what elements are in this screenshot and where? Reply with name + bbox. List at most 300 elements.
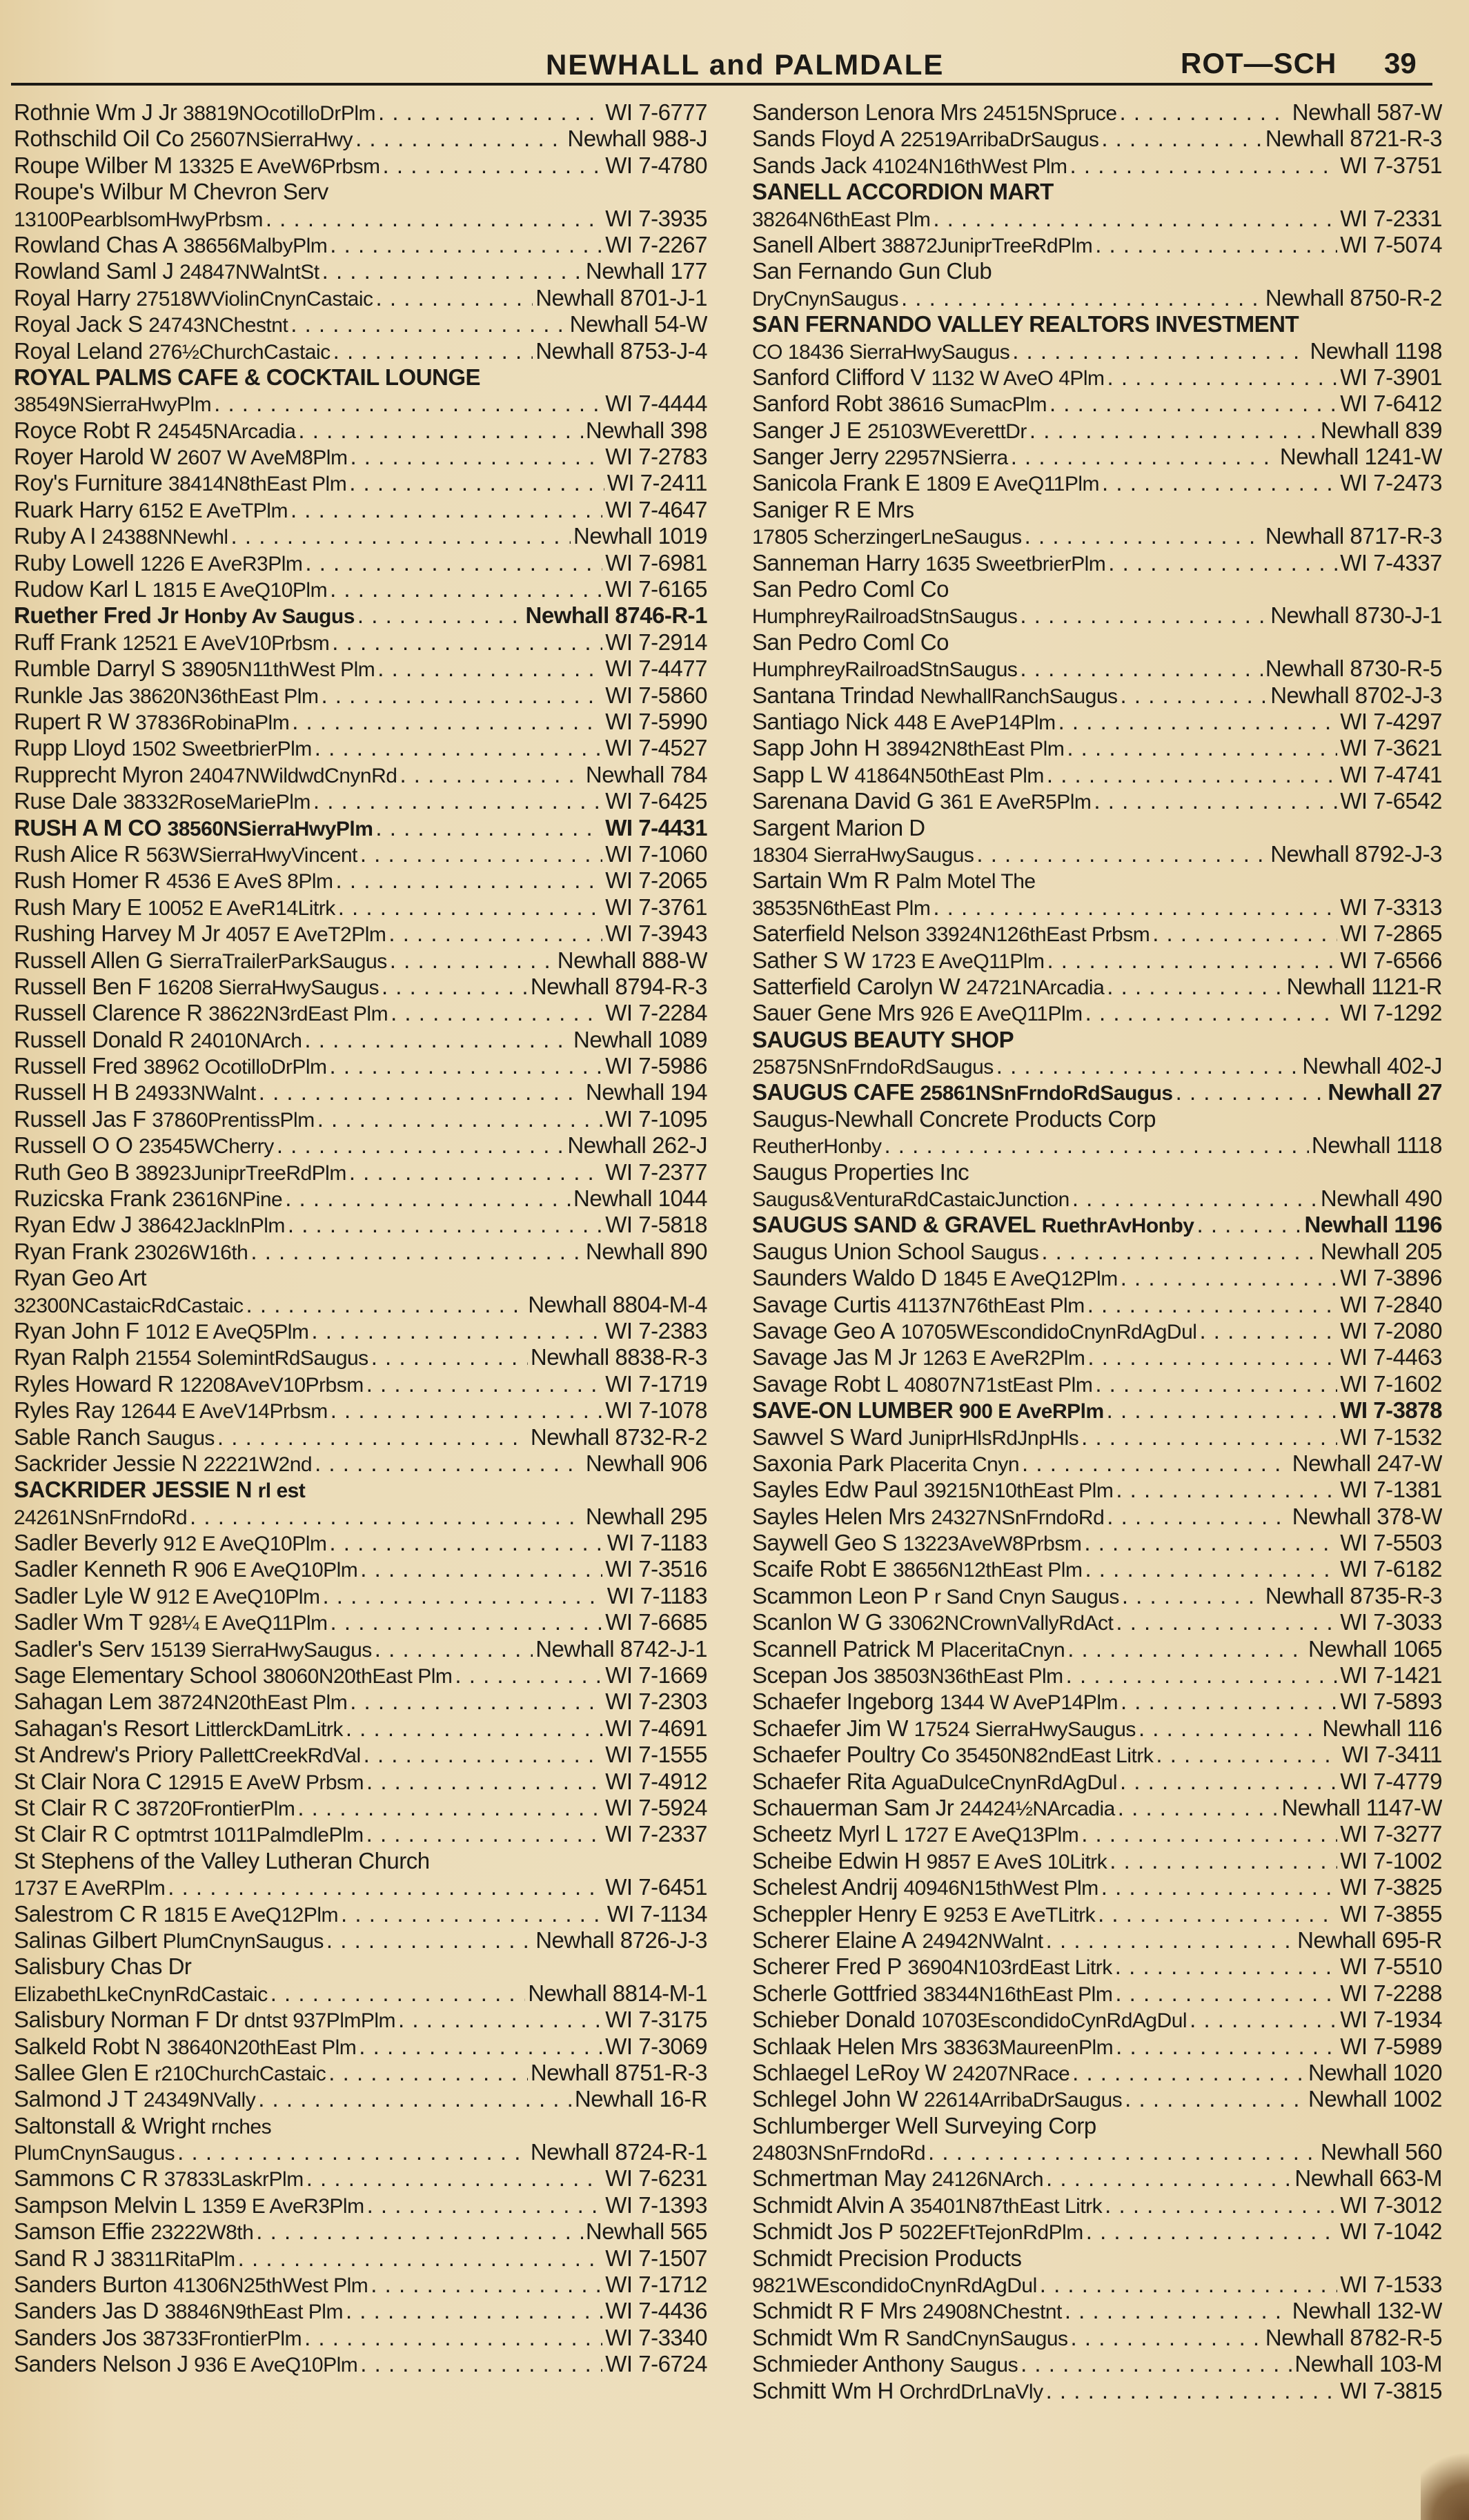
listing-entry [14,1000,707,1026]
listing-name: Sallee Glen E [14,2059,149,2085]
listing-phone: Newhall 988-J [567,126,707,152]
leader-dots [1081,1821,1337,1847]
leader-dots [338,894,603,921]
listing-name: Rupert R W [14,708,130,734]
listing-name: Saunders Waldo D [752,1265,937,1291]
listing-address: ElizabethLkeCnynRdCastaic [14,1982,268,2006]
leader-dots [346,1715,602,1742]
listing-entry [752,417,1442,444]
listing-phone: Newhall 27 [1328,1079,1442,1105]
listing-phone: WI 7-6451 [605,1874,707,1900]
listing-name: Ryles Howard R [14,1370,174,1397]
listing-address: 1815 E AveQ12Plm [163,1903,339,1927]
listing-entry [752,258,1442,284]
listing-phone: Newhall 1065 [1308,1635,1442,1662]
leader-dots [214,391,602,417]
leader-dots [1011,444,1277,470]
leader-dots [1067,735,1337,761]
listing-phone: WI 7-6981 [605,549,707,575]
listing-entry [752,470,1442,496]
listing-entry [14,1053,707,1079]
listing-name: Scepan Jos [752,1662,868,1689]
listing-address: PlaceritaCnyn [940,1638,1065,1662]
listing-address: r Sand Cnyn Saugus [934,1585,1119,1608]
listing-name: Rupprecht Myron [14,761,184,787]
listing-continuation-line [752,656,1442,682]
listing-phone: WI 7-3516 [605,1556,707,1582]
leader-dots [330,1053,603,1079]
listing-name: Schmidt Jos P [752,2218,894,2245]
leader-dots [1095,1371,1337,1397]
listing-name: San Pedro Coml Co [752,629,949,655]
leader-dots [256,2218,583,2245]
listing-phone: Newhall 1020 [1308,2059,1442,2085]
listing-phone: WI 7-5893 [1340,1689,1442,1715]
listing-phone: WI 7-3175 [605,2007,707,2033]
listing-entry [14,709,707,735]
leader-dots [1086,2218,1338,2245]
leader-dots [290,311,566,337]
listing-address: AguaDulceCnynRdAgDul [891,1771,1117,1794]
listing-name: Russell O O [14,1132,133,1159]
leader-dots [976,841,1268,867]
leader-dots [1107,974,1283,1000]
listing-name: Sanicola Frank E [752,470,920,496]
listing-address: 1359 E AveR3Plm [201,2194,364,2218]
listing-continuation-line [14,391,707,417]
listing-address: 22221W2nd [203,1453,313,1476]
listing-phone: WI 7-1934 [1340,2007,1442,2033]
leader-dots [366,1769,602,1795]
listing-phone: WI 7-3761 [605,894,707,920]
listing-name: Sapp L W [752,761,849,787]
listing-phone: Newhall 8701-J-1 [535,284,707,311]
listing-continuation-line [752,523,1442,549]
listing-entry [14,99,707,126]
listing-entry [14,1769,707,1795]
leader-dots [313,788,602,814]
listing-phone: WI 7-1095 [605,1105,707,1132]
listing-address: 23545WCherry [139,1135,274,1159]
listing-address: 38905N11thWest Plm [181,658,375,682]
leader-dots [1085,1000,1338,1026]
listing-address: 38503N36thEast Plm [874,1665,1063,1689]
listing-name: Saywell Geo S [752,1530,897,1556]
page-header [11,43,1432,86]
leader-dots [1199,1318,1337,1344]
listing-phone: Newhall 565 [585,2218,707,2245]
listing-name: Rothschild Oil Co [14,126,184,152]
listing-address: 1737 E AveRPlm [14,1877,166,1900]
listing-entry [752,1662,1442,1689]
listing-name: Saniger R E Mrs [752,496,914,522]
listing-name: Sayles Helen Mrs [752,1503,925,1529]
listing-name: Schaefer Poultry Co [752,1742,949,1768]
listing-name: Scherer Elaine A [752,1927,916,1953]
listing-entry [752,629,1442,656]
listing-phone: Newhall 663-M [1294,2165,1442,2192]
listing-name: Schmidt Wm R [752,2324,900,2350]
leader-dots [1115,1953,1337,1980]
leader-dots [359,2034,602,2060]
listing-continuation-line [752,1132,1442,1159]
listing-name: St Stephens of the Valley Lutheran Church [14,1847,430,1873]
listing-phone: WI 7-4337 [1340,549,1442,575]
listing-address: 36904N103rdEast Litrk [907,1956,1112,1980]
listing-phone: Newhall 16-R [574,2086,707,2112]
listing-address: 13325 E AveW6Prbsm [178,155,380,178]
listing-phone: Newhall 8794-R-3 [530,973,707,999]
leader-dots [398,2007,602,2033]
listing-address: 25607NSierraHwy [190,128,353,152]
listing-address: 10052 E AveR14Litrk [147,896,335,920]
listing-name: SACKRIDER JESSIE N [14,1477,252,1503]
listing-entry [14,2351,707,2377]
listing-phone: Newhall 8753-J-4 [535,337,707,364]
leader-dots [304,1027,571,1053]
listing-entry [752,1239,1442,1265]
listing-entry [752,1874,1442,1900]
listing-name: Sage Elementary School [14,1662,257,1689]
leader-dots [400,762,582,788]
listing-address: 23026W16th [134,1241,248,1264]
leader-dots [1020,656,1262,682]
listing-phone: Newhall 784 [585,761,707,787]
listing-entry [752,2007,1442,2033]
listing-address: 10705WEscondidoCnynRdAgDul [900,1320,1197,1343]
listing-name: Ryan Geo Art [14,1265,147,1291]
leader-dots [366,1821,603,1847]
listing-name: Santana Trindad [752,682,914,708]
listing-address: 39215N10thEast Plm [923,1479,1114,1503]
listing-continuation-line [752,1053,1442,1079]
listing-address: 276½ChurchCastaic [148,340,331,364]
listing-phone: Newhall 1019 [573,523,707,549]
listing-phone: WI 7-5074 [1340,231,1442,257]
listing-phone: WI 7-5860 [605,682,707,708]
listing-entry [752,1265,1442,1291]
listing-entry [14,258,707,284]
listing-entry [752,364,1442,391]
leader-dots [266,206,602,232]
listing-address: 9253 E AveTLitrk [943,1903,1096,1927]
listing-entry [752,1953,1442,1980]
listing-entry [752,735,1442,761]
leader-dots [1066,1662,1338,1689]
listing-address: 22519ArribaDrSaugus [900,128,1099,152]
listing-phone: Newhall 205 [1320,1238,1442,1264]
listing-phone: Newhall 247-W [1292,1450,1442,1476]
listing-entry [14,1079,707,1105]
listing-name: Santiago Nick [752,708,889,734]
listing-continuation-line [752,206,1442,232]
leader-dots [1105,2192,1337,2218]
listing-phone: Newhall 8750-R-2 [1265,284,1442,311]
listing-name: Satterfield Carolyn W [752,973,960,999]
listing-entry [14,1556,707,1582]
listing-entry [14,232,707,258]
listing-phone: WI 7-2288 [1340,1980,1442,2006]
listing-name: Schmidt R F Mrs [752,2298,917,2324]
leader-dots [1046,2378,1338,2404]
listing-entry [14,841,707,867]
listing-name: Saugus Union School [752,1238,965,1264]
listing-phone: WI 7-1669 [605,1662,707,1689]
listing-address: 38942N8thEast Plm [885,738,1065,761]
listing-phone: WI 7-4780 [605,152,707,178]
listing-entry [752,1371,1442,1397]
listing-entry [752,1821,1442,1847]
listing-phone: WI 7-5510 [1340,1953,1442,1980]
listing-name: Sanders Burton [14,2272,168,2298]
listing-entry [752,2086,1442,2112]
listing-address: 33924N126thEast Prbsm [925,923,1150,947]
listing-address: 4057 E AveT2Plm [226,923,386,947]
listing-phone: WI 7-3751 [1340,152,1442,178]
leader-dots [1072,2060,1305,2086]
listing-entry [14,1689,707,1715]
listing-address: 38620N36thEast Plm [128,685,319,708]
listing-entry [752,179,1442,205]
listing-continuation-line [14,1504,707,1530]
leader-dots [367,2192,603,2218]
listing-name: Royal Jack S [14,311,143,337]
leader-dots [360,841,602,867]
listing-phone: WI 7-6231 [605,2165,707,2192]
listing-address: LittlerckDamLitrk [194,1717,343,1741]
listing-address: Saugus [146,1426,215,1450]
listing-phone: WI 7-5989 [1340,2033,1442,2059]
listing-entry [752,762,1442,788]
listing-entry [752,1689,1442,1715]
listing-entry [14,1265,707,1291]
listing-entry [752,947,1442,974]
listing-phone: Newhall 1196 [1304,1212,1442,1238]
listing-phone: WI 7-4297 [1340,708,1442,734]
listing-address: 1012 E AveQ5Plm [145,1320,309,1343]
listing-name: Sahagan Lem [14,1689,152,1715]
leader-dots [258,2086,572,2112]
listing-entry [752,2113,1442,2139]
listing-phone: Newhall 888-W [557,947,707,973]
listing-address: 24010NArch [190,1029,302,1052]
listing-address: 25875NSnFrndoRdSaugus [752,1056,994,1079]
leader-dots [1095,232,1337,258]
leader-dots [1120,99,1290,126]
listing-entry [14,815,707,841]
listing-entry [14,947,707,974]
listing-phone: WI 7-1060 [605,840,707,867]
listing-name: Saterfield Nelson [752,921,920,947]
listing-entry [14,1609,707,1635]
listing-entry [14,152,707,179]
leader-dots [1108,550,1337,576]
listing-phone: WI 7-2865 [1340,921,1442,947]
listing-address: 1132 W AveO 4Plm [931,366,1105,390]
leader-dots [383,152,603,179]
listing-name: Ryan Edw J [14,1212,132,1238]
listing-address: 38656N12thEast Plm [892,1559,1083,1582]
listing-continuation-line [752,285,1442,311]
listing-entry [752,576,1442,602]
leader-dots [331,1609,603,1635]
listing-address: 38656MalbyPlm [183,234,328,257]
listing-address: 38720FrontierPlm [135,1798,295,1820]
leader-dots [1138,1715,1319,1742]
leader-dots [1118,1795,1279,1821]
leader-dots [388,921,602,947]
listing-name: Scheibe Edwin H [752,1847,920,1873]
listing-phone: WI 7-1507 [605,2245,707,2271]
listing-name: Sands Jack [752,152,867,178]
listing-name: Schauerman Sam Jr [752,1795,954,1820]
leader-dots [238,2245,603,2272]
leader-dots [455,1662,602,1689]
listing-address: OrchrdDrLnaVly [899,2380,1043,2403]
listing-name: St Clair R C [14,1795,130,1820]
listing-phone: WI 7-6542 [1340,788,1442,814]
listing-name: Ruether Fred Jr [14,602,179,629]
listing-name: Schaefer Ingeborg [752,1689,934,1715]
listing-name: Savage Robt L [752,1370,898,1397]
listing-entry [752,867,1442,894]
leader-dots [346,2298,602,2324]
listing-entry [752,391,1442,417]
listing-address: 35450N82ndEast Litrk [955,1744,1154,1768]
listing-entry [752,815,1442,841]
listing-phone: Newhall 194 [585,1079,707,1105]
leader-dots [1025,523,1263,549]
listing-phone: WI 7-6566 [1340,947,1442,973]
listing-address: 24545NArcadia [157,420,296,443]
leader-dots [1101,126,1263,152]
listing-entry [752,2245,1442,2272]
listing-entry [14,417,707,444]
listing-phone: Newhall 8742-J-1 [535,1635,707,1662]
listing-phone: WI 7-1078 [605,1397,707,1424]
listing-phone: WI 7-1134 [607,1900,707,1927]
listing-name: Scaife Robt E [752,1556,887,1582]
listing-name: Sapp John H [752,735,880,761]
listing-phone: WI 7-5503 [1340,1530,1442,1556]
listing-name: Schmidt Alvin A [752,2192,904,2218]
listing-phone: WI 7-3855 [1340,1900,1442,1927]
listing-address: 15139 SierraHwySaugus [150,1638,372,1662]
listing-entry [752,444,1442,470]
listing-entry [14,285,707,311]
listing-entry [14,1636,707,1662]
listing-name: Sable Ranch [14,1424,141,1450]
page-title: NEWHALL and PALMDALE [546,48,945,81]
listing-address: DryCnynSaugus [752,287,898,311]
listing-entry [14,2272,707,2298]
page-corner-wear [1421,2444,1469,2520]
leader-dots [297,1795,602,1821]
listing-name: Schlegel John W [752,2086,918,2112]
leader-dots [375,1636,533,1662]
listing-phone: Newhall 378-W [1292,1503,1442,1529]
listing-phone: Newhall 8702-J-3 [1270,682,1442,708]
leader-dots [306,2165,603,2192]
listing-entry [14,550,707,576]
listing-entry [752,1927,1442,1953]
listing-phone: WI 7-1183 [607,1582,707,1608]
listing-entry [752,1504,1442,1530]
leader-dots [1065,2298,1290,2324]
leader-dots [1047,762,1337,788]
listing-address: 38640N20thEast Plm [166,2036,357,2059]
listing-name: SAUGUS BEAUTY SHOP [752,1026,1014,1052]
listing-phone: Newhall 695-R [1297,1927,1442,1953]
listing-phone: WI 7-1002 [1340,1847,1442,1873]
listing-entry [14,1901,707,1927]
listing-address: 10703EscondidoCynRdAgDul [921,2009,1187,2033]
leader-dots [1029,417,1318,444]
listing-entry [14,1212,707,1238]
listing-entry [752,1848,1442,1874]
listing-phone: Newhall 402-J [1302,1053,1442,1079]
listing-address: 24261NSnFrndoRd [14,1506,188,1529]
listing-phone: WI 7-3411 [1341,1742,1442,1768]
listing-entry [752,2192,1442,2218]
listing-entry [14,921,707,947]
listing-entry [14,311,707,337]
listing-name: Roupe Wilber M [14,152,172,178]
right-column [752,99,1442,2404]
listing-phone: WI 7-3069 [605,2033,707,2059]
listing-name: Sarenana David G [752,788,934,814]
listing-address: 563WSierraHwyVincent [146,843,357,867]
leader-dots [328,2060,528,2086]
listing-name: Ryan Frank [14,1238,128,1264]
leader-dots [1121,682,1268,709]
listing-address: 38560NSierraHwyPlm [167,817,373,840]
listing-address: 926 E AveQ11Plm [920,1003,1083,1026]
listing-address: r210ChurchCastaic [154,2062,326,2085]
listing-name: Sanger Jerry [752,444,878,470]
listing-name: Schmidt Precision Products [752,2245,1022,2271]
listing-address: 1723 E AveQ11Plm [871,949,1045,973]
listing-entry [14,523,707,549]
listing-address: 9857 E AveS 10Litrk [926,1850,1107,1873]
listing-continuation-line [752,841,1442,867]
listing-address: RuethrAvHonby [1041,1214,1194,1238]
leader-dots [1121,1689,1337,1715]
listing-address: 38733FrontierPlm [142,2327,302,2350]
listing-name: Schlumberger Well Surveying Corp [752,2112,1096,2138]
listing-name: Sahagan's Resort [14,1715,189,1741]
listing-name: Russell H B [14,1079,129,1105]
listing-entry [752,974,1442,1000]
listing-name: Sanford Robt [752,391,883,417]
listing-phone: WI 7-5818 [605,1212,707,1238]
listing-phone: WI 7-1393 [605,2192,707,2218]
leader-dots [285,1185,571,1212]
listing-entry [14,1027,707,1053]
listing-entry [14,788,707,814]
listing-entry [752,1583,1442,1609]
leader-dots [331,1397,603,1424]
listing-phone: WI 7-3313 [1340,894,1442,920]
listing-address: HumphreyRailroadStnSaugus [752,658,1018,682]
leader-dots [231,523,571,549]
listing-name: Schaefer Rita [752,1768,886,1794]
listing-name: Rothnie Wm J Jr [14,99,177,125]
listing-entry [752,2060,1442,2086]
listing-address: PallettCreekRdVal [199,1744,361,1768]
listing-address: 38264N6thEast Plm [752,208,931,231]
listing-phone: Newhall 116 [1322,1715,1442,1741]
